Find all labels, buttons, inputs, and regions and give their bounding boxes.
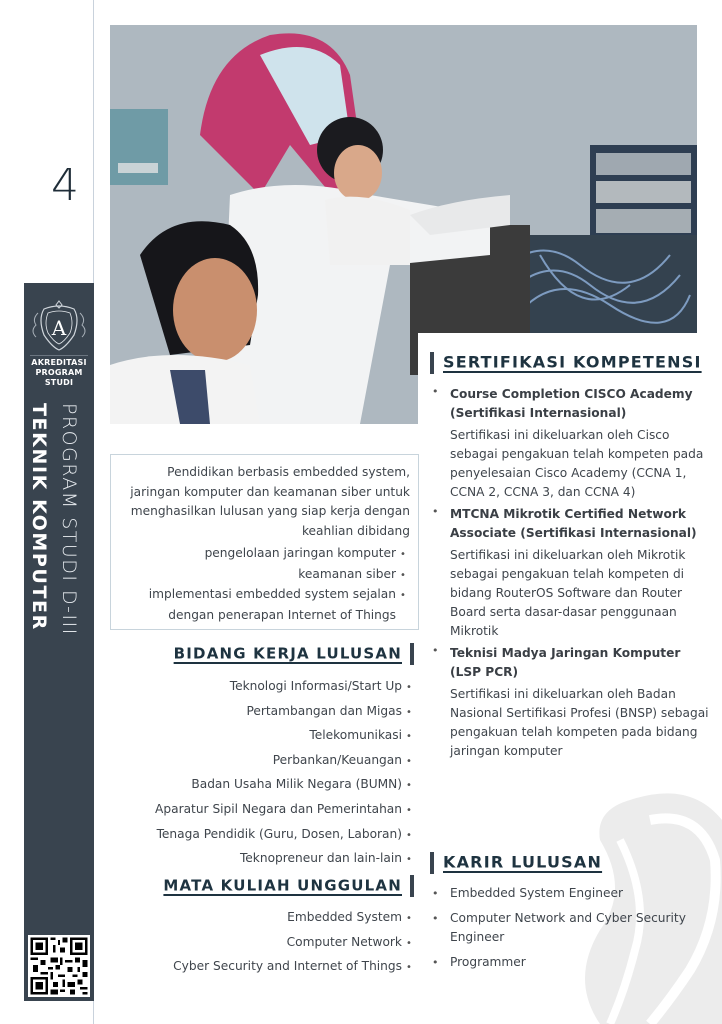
list-item: • Computer Network and Cyber Security Engineer xyxy=(430,909,715,947)
mata-kuliah-title: MATA KULIAH UNGGULAN xyxy=(163,876,402,895)
badge-separator xyxy=(30,355,88,356)
program-name: TEKNIK KOMPUTER xyxy=(28,403,50,631)
accreditation-crest-icon xyxy=(24,295,94,355)
list-item: Perbankan/Keuangan • xyxy=(272,752,412,767)
list-item: Teknologi Informasi/Start Up • xyxy=(229,679,412,693)
intro-text: Pendidikan berbasis embedded system, jaringan komputer dan keamanan siber untuk menghasilkan lulusan yang siap kerja dengan keahlian dibidang xyxy=(130,465,410,538)
heading-bar xyxy=(430,852,434,874)
list-item: Badan Usaha Milik Negara (BUMN) • xyxy=(191,777,412,792)
sertifikasi-heading xyxy=(430,352,702,374)
list-item: Pertambangan dan Migas • xyxy=(246,703,412,718)
cert-desc: Sertifikasi ini dikeluarkan oleh Cisco sebagai pengakuan telah kompeten pada penyelesaian Cisco Academy (CCNA 1, CCNA 2, CCNA 3, dan CCNA 4) xyxy=(450,428,704,499)
list-item: • Programmer xyxy=(430,953,715,972)
bidang-kerja-heading xyxy=(174,643,414,665)
cert-title: • MTCNA Mikrotik Certified Network Associate (Sertifikasi Internasional) xyxy=(450,507,697,540)
cert-desc: Sertifikasi ini dikeluarkan oleh Badan Nasional Sertifikasi Profesi (BNSP) sebagai pengakuan telah kompeten pada bidang jaringan komputer xyxy=(450,687,709,758)
bidang-kerja-list xyxy=(155,675,416,872)
cert-item xyxy=(430,385,715,502)
program-title-block xyxy=(24,403,94,923)
cert-item xyxy=(430,644,715,761)
accreditation-label: AKREDITASI PROGRAM STUDI xyxy=(31,358,87,387)
page-number: 4 xyxy=(51,160,79,211)
list-item: Computer Network • xyxy=(286,934,412,949)
cert-title: • Course Completion CISCO Academy (Sertifikasi Internasional) xyxy=(450,387,693,420)
heading-bar xyxy=(430,352,434,374)
intro-box xyxy=(110,454,419,630)
sertifikasi-title: SERTIFIKASI KOMPETENSI xyxy=(443,352,702,372)
program-label: PROGRAM STUDI D-III xyxy=(58,403,80,636)
cert-item xyxy=(430,505,715,641)
heading-bar xyxy=(410,643,414,665)
bidang-kerja-title: BIDANG KERJA LULUSAN xyxy=(173,644,402,663)
mata-kuliah-heading xyxy=(163,875,414,897)
list-item: Teknopreneur dan lain-lain • xyxy=(239,851,412,866)
karir-title: KARIR LULUSAN xyxy=(443,852,603,872)
cert-title: • Teknisi Madya Jaringan Komputer (LSP PCR) xyxy=(450,646,681,679)
list-item: Aparatur Sipil Negara dan Pemerintahan • xyxy=(155,801,412,816)
intro-item: implementasi embedded system sejalan • xyxy=(148,587,406,601)
list-item: Embedded System • xyxy=(287,910,412,924)
intro-item: pengelolaan jaringan komputer • xyxy=(204,546,406,560)
list-item: Cyber Security and Internet of Things • xyxy=(173,959,412,974)
sidebar xyxy=(24,283,94,1001)
intro-item: keamanan siber • xyxy=(298,566,406,581)
mata-kuliah-list xyxy=(173,906,416,980)
qr-code-icon[interactable] xyxy=(28,935,90,997)
karir-list xyxy=(430,884,715,978)
badge-letter: A xyxy=(51,316,67,340)
list-item: Telekomunikasi • xyxy=(309,728,412,743)
list-item: Tenaga Pendidik (Guru, Dosen, Laboran) • xyxy=(156,826,412,841)
heading-bar xyxy=(410,875,414,897)
intro-item: dengan penerapan Internet of Things xyxy=(168,607,396,622)
cert-desc: Sertifikasi ini dikeluarkan oleh Mikrotik sebagai pengakuan telah kompeten di bidang RouterOS Software dan Router Board serta dasar-dasar penggunaan Mikrotik xyxy=(450,548,686,638)
sertifikasi-list xyxy=(430,385,715,764)
list-item: • Embedded System Engineer xyxy=(430,884,715,903)
karir-heading xyxy=(430,852,602,874)
intro-list xyxy=(115,544,410,624)
